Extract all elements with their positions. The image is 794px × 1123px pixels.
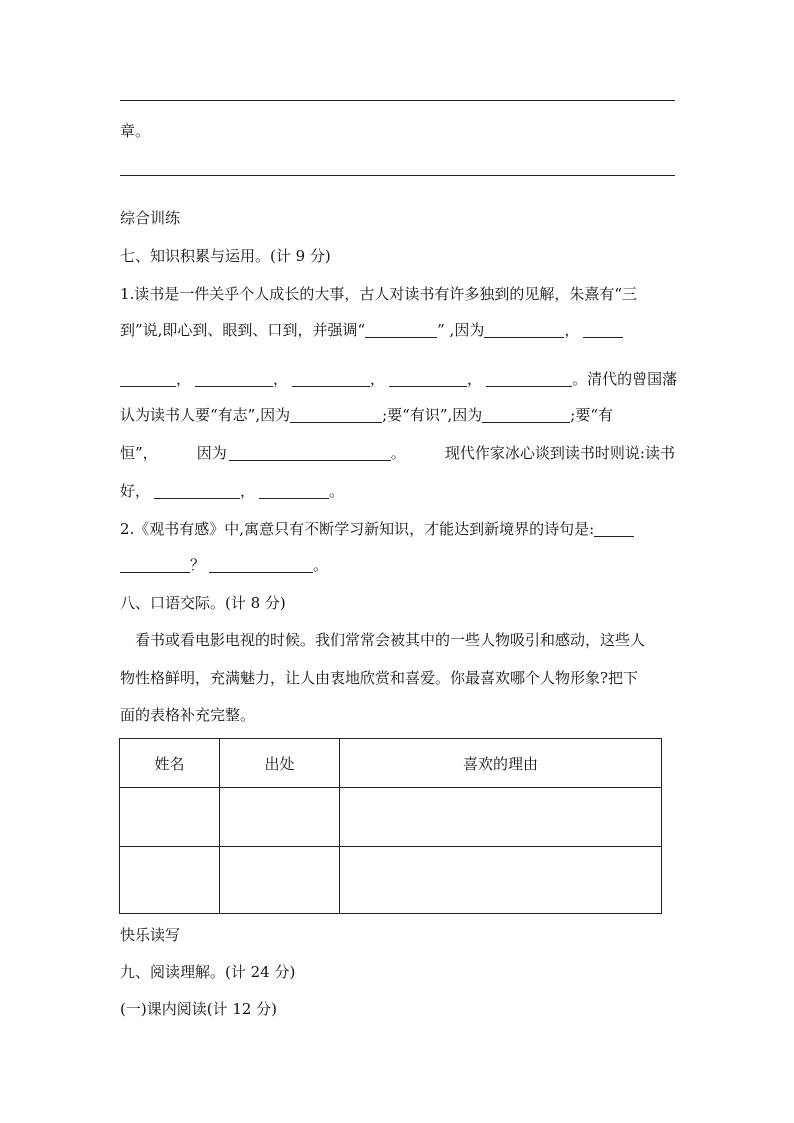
text-fragment: 。 — [313, 556, 329, 574]
fill-blank[interactable] — [229, 445, 391, 461]
text-fragment: 好， — [120, 482, 151, 500]
text-fragment: ？ — [190, 556, 206, 574]
text-fragment: ， — [176, 370, 192, 388]
table-cell[interactable] — [120, 788, 220, 847]
question-7-2-line-2 — [120, 555, 328, 575]
table-cell[interactable] — [120, 847, 220, 914]
fill-blank[interactable] — [583, 322, 623, 338]
fill-blank[interactable] — [120, 371, 176, 387]
question-7-1-line-5 — [120, 443, 675, 463]
text-fragment: 。清代的曾国藩 — [572, 370, 678, 388]
text-fragment: ， — [370, 370, 386, 388]
text-fragment: ， — [564, 321, 580, 339]
table-header-cell: 姓名 — [120, 739, 220, 788]
question-7-2-line-1 — [120, 519, 634, 539]
character-table — [119, 738, 662, 914]
fill-blank[interactable] — [290, 407, 382, 423]
fill-blank[interactable] — [195, 371, 273, 387]
table-header-cell: 喜欢的理由 — [340, 739, 662, 788]
question-9-subtitle: (一)课内阅读(计 12 分) — [120, 1000, 278, 1018]
question-9-title: 九、阅读理解。(计 24 分) — [120, 963, 296, 981]
question-7-1-line-1: 1.读书是一件关乎个人成长的大事，古人对读书有许多独到的见解，朱熹有“三 — [120, 285, 637, 303]
question-8-paragraph-line-1: 看书或看电影电视的时候。我们常常会被其中的一些人物吸引和感动，这些人 — [135, 631, 646, 649]
fill-blank[interactable] — [120, 557, 190, 573]
table-cell[interactable] — [340, 788, 662, 847]
table-cell[interactable] — [220, 788, 340, 847]
fill-blank[interactable] — [594, 521, 634, 537]
text-fragment: 认为读书人要“有志”,因为 — [120, 406, 291, 424]
text-fragment: ， — [467, 370, 483, 388]
fill-blank[interactable] — [482, 407, 570, 423]
fill-blank[interactable] — [365, 322, 437, 338]
fill-blank[interactable] — [154, 483, 240, 499]
continuation-text: 章。 — [120, 122, 151, 140]
fill-blank[interactable] — [486, 371, 572, 387]
text-fragment: ;要“有 — [570, 406, 614, 424]
table-row — [120, 788, 662, 847]
question-7-1-line-3 — [120, 369, 677, 389]
section-heading-kuaile: 快乐读写 — [120, 926, 181, 944]
section-heading-zonghe: 综合训练 — [120, 209, 181, 227]
text-fragment: 。 — [329, 482, 345, 500]
text-fragment: ， — [240, 482, 256, 500]
text-fragment: ， — [273, 370, 289, 388]
fill-blank[interactable] — [484, 322, 564, 338]
fill-blank[interactable] — [259, 483, 329, 499]
text-fragment: 因为 。 — [196, 444, 406, 462]
question-7-1-line-2 — [120, 320, 623, 340]
answer-line — [120, 100, 675, 101]
text-fragment: 到”说,即心到、眼到、口到，并强调“ — [120, 321, 366, 339]
text-fragment: 2.《观书有感》中,寓意只有不断学习新知识，才能达到新境界的诗句是: — [120, 520, 595, 538]
table-cell[interactable] — [340, 847, 662, 914]
question-7-title: 七、知识积累与运用。(计 9 分) — [120, 247, 331, 265]
question-8-paragraph-line-2: 物性格鲜明，充满魅力，让人由衷地欣赏和喜爱。你最喜欢哪个人物形象?把下 — [120, 669, 639, 687]
question-7-1-line-4 — [120, 405, 613, 425]
fill-blank[interactable] — [292, 371, 370, 387]
table-header-cell: 出处 — [220, 739, 340, 788]
question-8-paragraph-line-3: 面的表格补充完整。 — [120, 706, 256, 724]
text-fragment: ” ,因为 — [437, 321, 485, 339]
text-fragment: 恒”， — [120, 444, 158, 462]
question-7-1-line-6 — [120, 481, 344, 501]
table-header-row — [120, 739, 662, 788]
table-cell[interactable] — [220, 847, 340, 914]
answer-line — [120, 175, 675, 176]
fill-blank[interactable] — [209, 557, 313, 573]
question-8-title: 八、口语交际。(计 8 分) — [120, 594, 286, 612]
text-fragment: 现代作家冰心谈到读书时则说:读书 — [444, 444, 675, 462]
table-row — [120, 847, 662, 914]
fill-blank[interactable] — [389, 371, 467, 387]
text-fragment: ;要“有识”,因为 — [382, 406, 483, 424]
